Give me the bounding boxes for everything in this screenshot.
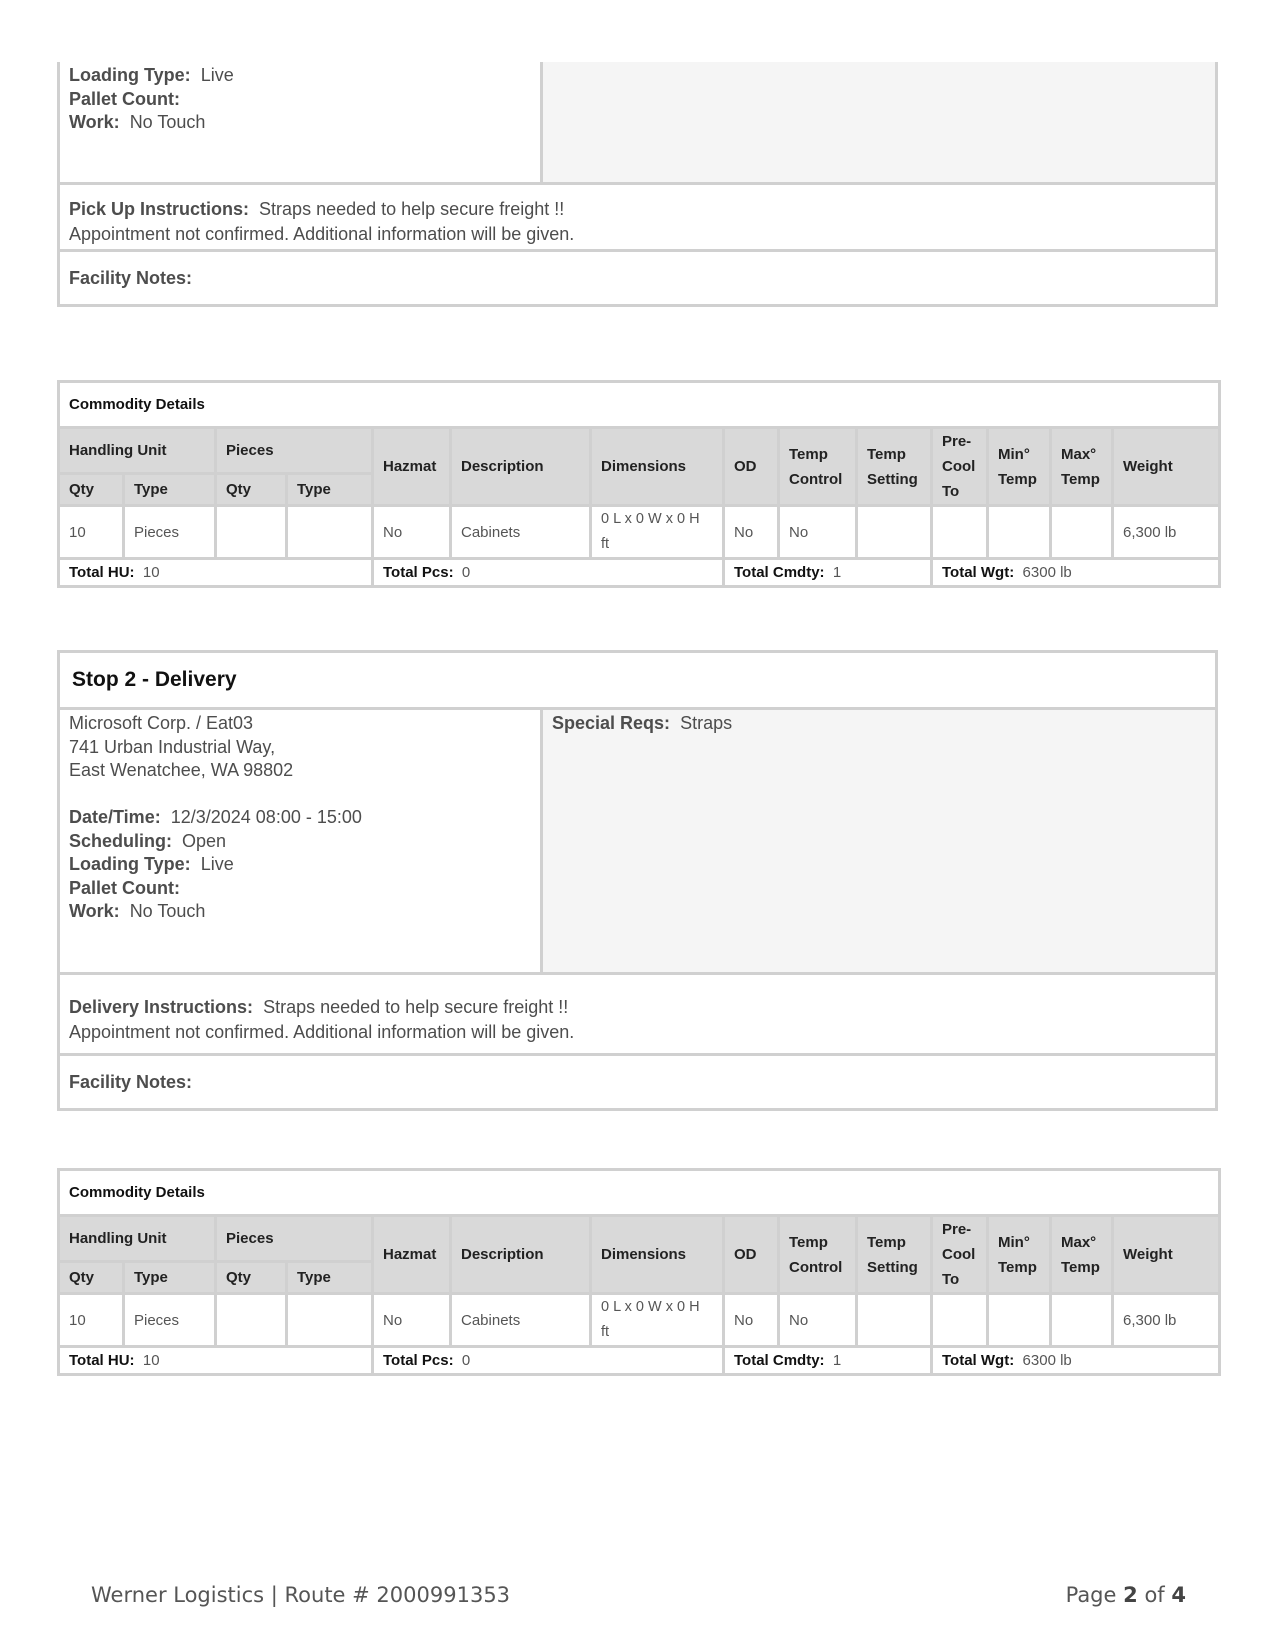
col-temp-setting: Temp Setting — [857, 1216, 932, 1294]
col-hu-qty: Qty — [59, 473, 124, 505]
loading-type-line: Loading Type: Live — [69, 65, 234, 85]
col-dimensions: Dimensions — [591, 1216, 724, 1294]
dimensions-cell: 0 L x 0 W x 0 H ft — [591, 506, 724, 559]
commodity-table-1 — [57, 380, 1218, 588]
col-pcs-type: Type — [287, 1261, 373, 1293]
commodity-table-2 — [57, 1168, 1218, 1376]
stop1-continuation — [57, 62, 1218, 307]
delivery-instructions: Delivery Instructions: Straps needed to help secure freight !! Appointment not confirmed. Additional information will be given. — [60, 972, 1215, 1053]
work-line: Work: No Touch — [69, 901, 206, 921]
pickup-instructions: Pick Up Instructions: Straps needed to help secure freight !! Appointment not confirmed. Additional information will be given. — [60, 182, 1215, 249]
col-pieces: Pieces — [216, 428, 373, 474]
stop1-details — [60, 62, 543, 182]
col-description: Description — [451, 428, 591, 506]
scheduling-line: Scheduling: Open — [69, 830, 227, 851]
col-precool: Pre- Cool To — [932, 1216, 988, 1294]
stop1-special-panel — [543, 62, 1215, 182]
col-hu-type: Type — [124, 473, 216, 505]
address-line2: East Wenatchee, WA 98802 — [69, 760, 294, 780]
col-temp-control: Temp Control — [779, 1216, 857, 1294]
loading-type-value: Live — [200, 854, 234, 874]
date-time-line: Date/Time: 12/3/2024 08:00 - 15:00 — [69, 807, 362, 827]
col-dimensions: Dimensions — [591, 428, 724, 506]
col-temp-control: Temp Control — [779, 428, 857, 506]
loading-type-line: Loading Type: Live — [69, 854, 234, 874]
pickup-instructions-line1: Straps needed to help secure freight !! — [259, 199, 565, 219]
stop2-facility-notes: Facility Notes: — [60, 1053, 1215, 1108]
pallet-count-line: Pallet Count: — [69, 877, 180, 898]
col-pieces: Pieces — [216, 1216, 373, 1262]
stop2-title: Stop 2 - Delivery — [60, 653, 1215, 710]
commodity-title: Commodity Details — [59, 1170, 1220, 1216]
special-reqs: Special Reqs: Straps — [543, 710, 1215, 972]
col-od: OD — [724, 428, 779, 506]
col-min-temp: Min° Temp — [988, 1216, 1051, 1294]
col-pcs-qty: Qty — [216, 473, 287, 505]
company-name: Microsoft Corp. / Eat03 — [69, 713, 254, 733]
col-max-temp: Max° Temp — [1051, 428, 1113, 506]
pickup-instructions-line2: Appointment not confirmed. Additional information will be given. — [69, 224, 575, 244]
date-time-value: 12/3/2024 08:00 - 15:00 — [170, 807, 362, 827]
dimensions-cell: 0 L x 0 W x 0 H ft — [591, 1294, 724, 1347]
col-pcs-qty: Qty — [216, 1261, 287, 1293]
col-weight: Weight — [1113, 1216, 1220, 1294]
col-temp-setting: Temp Setting — [857, 428, 932, 506]
col-handling-unit: Handling Unit — [59, 428, 216, 474]
loading-type-value: Live — [200, 65, 234, 85]
col-pcs-type: Type — [287, 473, 373, 505]
totals-row: Total HU: 10 Total Pcs: 0 Total Cmdty: 1 Total Wgt: 6300 lb — [59, 559, 1220, 587]
col-hu-type: Type — [124, 1261, 216, 1293]
col-max-temp: Max° Temp — [1051, 1216, 1113, 1294]
pallet-count-line: Pallet Count: — [69, 88, 180, 109]
col-description: Description — [451, 1216, 591, 1294]
work-value: No Touch — [129, 901, 206, 921]
work-line: Work: No Touch — [69, 112, 206, 132]
work-value: No Touch — [129, 112, 206, 132]
col-hazmat: Hazmat — [373, 1216, 451, 1294]
special-reqs-value: Straps — [680, 713, 733, 733]
col-weight: Weight — [1113, 428, 1220, 506]
col-hu-qty: Qty — [59, 1261, 124, 1293]
footer-page-number: Page 2 of 4 — [1065, 1583, 1186, 1607]
stop1-facility-notes: Facility Notes: — [60, 249, 1215, 304]
scheduling-value: Open — [182, 830, 227, 851]
col-precool: Pre- Cool To — [932, 428, 988, 506]
col-handling-unit: Handling Unit — [59, 1216, 216, 1262]
stop2-box — [57, 650, 1218, 1111]
address-line1: 741 Urban Industrial Way, — [69, 736, 276, 757]
footer-route: Werner Logistics | Route # 2000991353 — [91, 1583, 511, 1607]
col-hazmat: Hazmat — [373, 428, 451, 506]
col-od: OD — [724, 1216, 779, 1294]
delivery-instructions-line1: Straps needed to help secure freight !! — [263, 997, 569, 1017]
col-min-temp: Min° Temp — [988, 428, 1051, 506]
commodity-title: Commodity Details — [59, 382, 1220, 428]
table-row: 10 Pieces No Cabinets 0 L x 0 W x 0 H ft No No 6,300 lb — [59, 506, 1220, 559]
totals-row: Total HU: 10 Total Pcs: 0 Total Cmdty: 1 Total Wgt: 6300 lb — [59, 1347, 1220, 1375]
table-row: 10 Pieces No Cabinets 0 L x 0 W x 0 H ft No No 6,300 lb — [59, 1294, 1220, 1347]
delivery-instructions-line2: Appointment not confirmed. Additional information will be given. — [69, 1022, 575, 1042]
stop2-details — [60, 710, 543, 972]
